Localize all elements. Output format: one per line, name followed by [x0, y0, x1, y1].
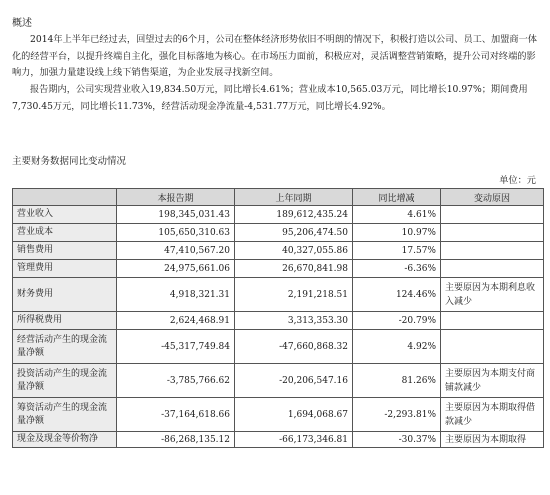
- table-row: [13, 398, 544, 432]
- row-prior: -66,173,346.81: [235, 432, 353, 448]
- row-current: 47,410,567.20: [117, 242, 235, 260]
- row-change: 124.46%: [353, 278, 441, 312]
- row-reason: 主要原因为本期取得借款减少: [441, 398, 544, 432]
- table-row: [13, 432, 544, 448]
- row-item: 所得税费用: [13, 312, 117, 330]
- row-reason: [441, 206, 544, 224]
- row-item: 营业成本: [13, 224, 117, 242]
- row-prior: 1,694,068.67: [235, 398, 353, 432]
- row-prior: -47,660,868.32: [235, 330, 353, 364]
- row-current: 24,975,661.06: [117, 260, 235, 278]
- row-current: 198,345,031.43: [117, 206, 235, 224]
- row-item: 现金及现金等价物净: [13, 432, 117, 448]
- row-prior: -20,206,547.16: [235, 364, 353, 398]
- row-item: 经营活动产生的现金流量净额: [13, 330, 117, 364]
- row-change: -6.36%: [353, 260, 441, 278]
- row-item: 投资活动产生的现金流量净额: [13, 364, 117, 398]
- row-reason: [441, 330, 544, 364]
- row-change: -30.37%: [353, 432, 441, 448]
- table-row: [13, 260, 544, 278]
- row-prior: 2,191,218.51: [235, 278, 353, 312]
- row-current: -37,164,618.66: [117, 398, 235, 432]
- financial-data-table: [12, 188, 544, 448]
- row-prior: 189,612,435.24: [235, 206, 353, 224]
- row-change: 4.92%: [353, 330, 441, 364]
- row-item: 筹资活动产生的现金流量净额: [13, 398, 117, 432]
- table-row: [13, 224, 544, 242]
- row-current: -86,268,135.12: [117, 432, 235, 448]
- overview-paragraph-2: 报告期内，公司实现营业收入19,834.50万元，同比增长4.61%；营业成本10,565.03万元，同比增长10.97%；期间费用7,730.45万元，同比增长11.73%，经营活动现金净流量-4,531.77万元，同比增长4.92%。: [12, 84, 528, 112]
- row-change: -2,293.81%: [353, 398, 441, 432]
- row-reason: [441, 260, 544, 278]
- table-header-row: [13, 189, 544, 206]
- row-prior: 3,313,353.30: [235, 312, 353, 330]
- table-row: [13, 330, 544, 364]
- row-current: -45,317,749.84: [117, 330, 235, 364]
- row-prior: 26,670,841.98: [235, 260, 353, 278]
- row-reason: [441, 224, 544, 242]
- row-change: 4.61%: [353, 206, 441, 224]
- row-change: 17.57%: [353, 242, 441, 260]
- row-current: 4,918,321.31: [117, 278, 235, 312]
- overview-paragraph-1: 2014年上半年已经过去，回望过去的6个月，公司在整体经济形势依旧不明朗的情况下，积极打造以公司、员工、加盟商一体化的经营平台，以提升终端自主化，强化目标落地为核心。在市场压力面前，积极应对，灵活调整营销策略，提升公司对终端的影响力，加强力量建设线上线下销售渠道，为企业发展寻找新空间。: [12, 34, 537, 78]
- row-item: 管理费用: [13, 260, 117, 278]
- row-reason: [441, 242, 544, 260]
- table-row: [13, 278, 544, 312]
- row-prior: 40,327,055.86: [235, 242, 353, 260]
- row-change: -20.79%: [353, 312, 441, 330]
- row-current: 105,650,310.63: [117, 224, 235, 242]
- header-item: [13, 189, 117, 206]
- row-change: 81.26%: [353, 364, 441, 398]
- row-item: 销售费用: [13, 242, 117, 260]
- section-heading: 主要财务数据同比变动情况: [12, 156, 127, 167]
- table-row: [13, 206, 544, 224]
- row-reason: 主要原因为本期支付商铺款减少: [441, 364, 544, 398]
- header-change-reason: 变动原因: [441, 189, 544, 206]
- row-reason: 主要原因为本期利息收入减少: [441, 278, 544, 312]
- table-row: [13, 312, 544, 330]
- row-prior: 95,206,474.50: [235, 224, 353, 242]
- header-prior-period: 上年同期: [235, 189, 353, 206]
- row-item: 财务费用: [13, 278, 117, 312]
- row-current: 2,624,468.91: [117, 312, 235, 330]
- overview-heading: 概述: [12, 18, 32, 29]
- row-reason: 主要原因为本期取得: [441, 432, 544, 448]
- row-change: 10.97%: [353, 224, 441, 242]
- header-yoy-change: 同比增减: [353, 189, 441, 206]
- table-row: [13, 364, 544, 398]
- row-current: -3,785,766.62: [117, 364, 235, 398]
- unit-label: 单位：元: [499, 175, 536, 186]
- header-current-period: 本报告期: [117, 189, 235, 206]
- table-row: [13, 242, 544, 260]
- row-item: 营业收入: [13, 206, 117, 224]
- row-reason: [441, 312, 544, 330]
